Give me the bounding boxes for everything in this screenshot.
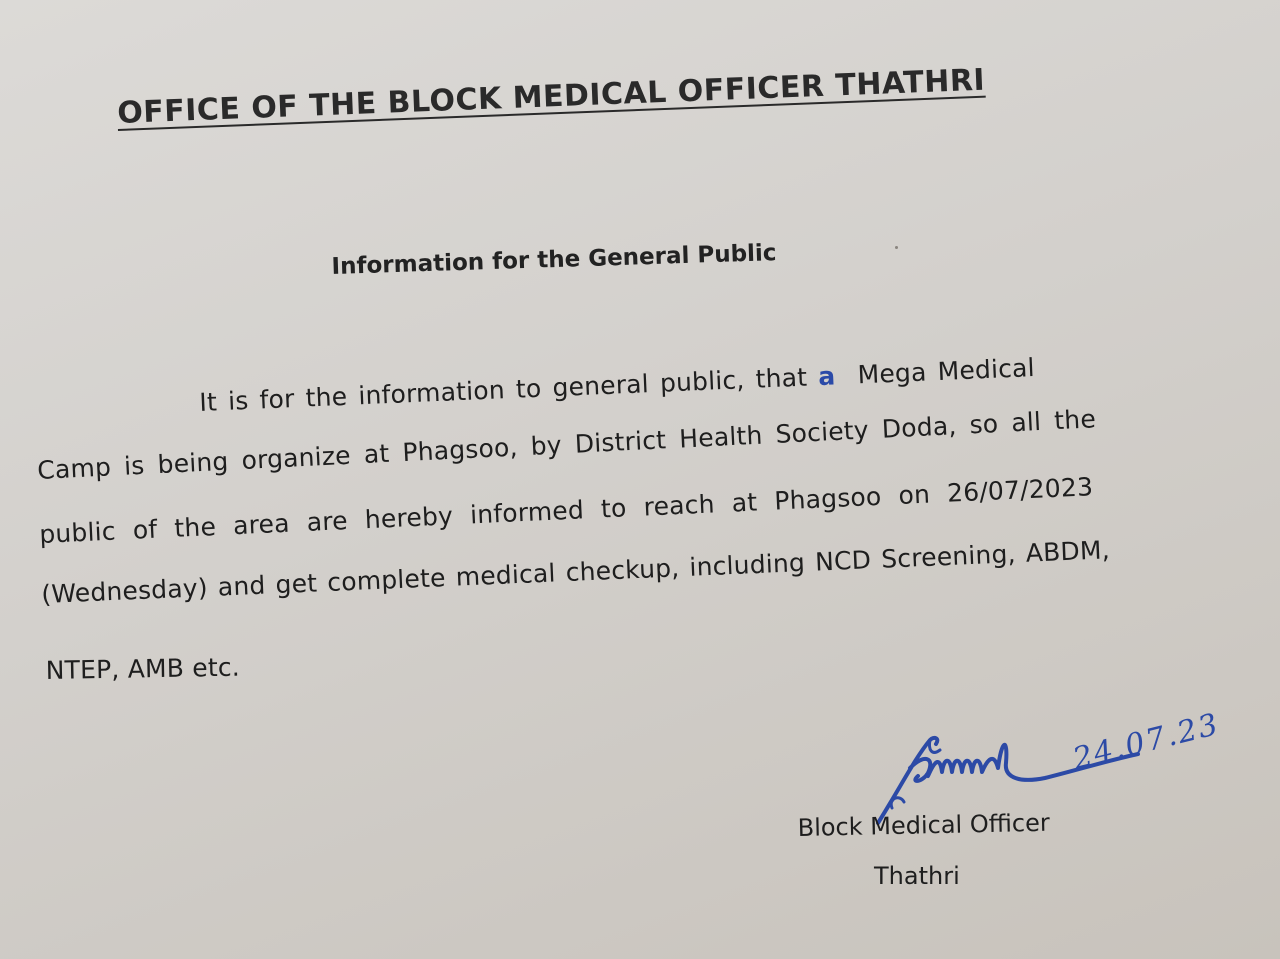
body-line-3: public of the area are hereby informed to reach at Phagsoo on 26/07/2023 [38, 472, 1094, 549]
body-line-2: Camp is being organize at Phagsoo, by District Health Society Doda, so all the [36, 404, 1097, 485]
body-line-5: NTEP, AMB etc. [45, 652, 241, 685]
handwritten-correction: a [817, 361, 836, 392]
body-line-1-after: Mega Medical [834, 353, 1036, 391]
body-line-1 [199, 353, 1036, 417]
body-line-4: (Wednesday) and get complete medical checkup, including NCD Screening, ABDM, [40, 535, 1111, 609]
signatory-title: Block Medical Officer [797, 808, 1050, 842]
body-line-1-before: It is for the information to general public, that [198, 362, 819, 417]
signature-date: 24.07.23 [1069, 706, 1224, 777]
signatory-place: Thathri [874, 862, 960, 890]
paper-speck [895, 246, 898, 249]
notice-subheading: Information for the General Public [331, 240, 777, 280]
office-heading: OFFICE OF THE BLOCK MEDICAL OFFICER THATHRI [116, 62, 986, 131]
